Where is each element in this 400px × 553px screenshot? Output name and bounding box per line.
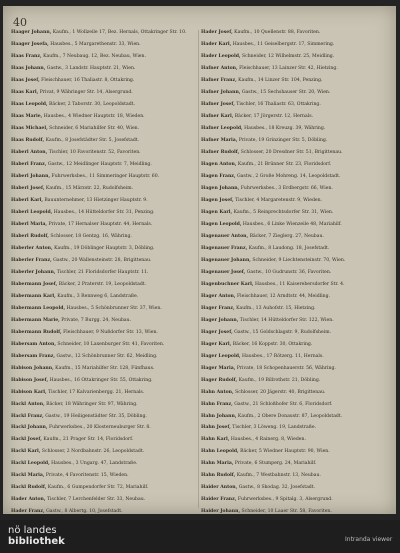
directory-entry [11, 174, 196, 185]
entry-name: Hackl Anton, [11, 401, 45, 407]
entry-name: Haas Marie, [11, 113, 43, 119]
entry-text: Tischler, 17 Kalvarienbergg. 21, Hernals. [48, 389, 145, 395]
entry-text: Hausbes., 18 Kreuzg. 39, Währing. [244, 125, 326, 131]
entry-text: Kaufm., 19 Döblinger Hauptstr. 3, Döbling. [54, 245, 155, 251]
directory-entry [11, 449, 196, 460]
directory-entry [201, 186, 386, 197]
entry-text: Fleischhauer, 16 Thaliastr. 8, Ottakring. [41, 77, 135, 83]
directory-entry [11, 222, 196, 233]
entry-name: Haas Michael, [11, 125, 48, 131]
entry-name: Hader Karl, [201, 41, 232, 47]
entry-text: Hausbes., 3 Ungarg. 47, Landstraße. [51, 461, 138, 467]
directory-entry [201, 210, 386, 221]
entry-name: Hagen Anton, [201, 161, 237, 167]
entry-name: Haas Josef, [11, 77, 40, 83]
directory-entry [201, 473, 386, 484]
directory-entry [11, 126, 196, 137]
entry-text: Gastw., 12 Schönbrunner Str. 62, Meidling. [56, 353, 158, 359]
entry-name: Hahn Johann, [201, 413, 237, 419]
directory-entry [201, 234, 386, 245]
directory-entry [11, 258, 196, 269]
directory-entry [201, 270, 386, 281]
entry-name: Hahn Leopold, [201, 449, 239, 455]
directory-entry [11, 282, 196, 293]
entry-name: Haberl Leopold, [11, 209, 53, 215]
entry-text: Tischler, 10 Favoritenstr. 52, Favoriten. [48, 149, 141, 155]
viewer-label: Intranda viewer [345, 536, 393, 543]
page-number: 40 [13, 16, 27, 29]
entry-text: Hausbes., 6 Linke Wienzeile 48, Mariahilf. [242, 221, 342, 227]
entry-text: Kaufm., 7 Westbahnstr. 13, Neubau. [236, 473, 321, 479]
entry-text: Gastw., 20 Wallensteinstr. 28, Brigittenau. [53, 257, 152, 263]
entry-name: Hackl Maria, [11, 473, 45, 479]
directory-entry [201, 246, 386, 257]
directory-entry [201, 342, 386, 353]
directory-entry [11, 318, 196, 329]
directory-entry [11, 414, 196, 425]
directory-entry [201, 222, 386, 233]
entry-name: Hahn Anton, [201, 389, 234, 395]
entry-text: Hausbes., 5 Margarethenstr. 33, Wien. [50, 41, 141, 47]
entry-text: Hausbes., 5 Schönbrunner Str. 37, Wien. [66, 305, 162, 311]
entry-name: Hader Leopold, [201, 53, 241, 59]
directory-entry [201, 306, 386, 317]
directory-entry [11, 54, 196, 65]
directory-entry [201, 330, 386, 341]
directory-entry [201, 162, 386, 173]
directory-entry [201, 138, 386, 149]
entry-text: Fleischhauer, 9 Nußdorfer Str. 13, Wien. [63, 329, 158, 335]
entry-text: Kaufm., 13 Auhofstr. 15, Hietzing. [236, 305, 316, 311]
entry-name: Hafner Franz, [201, 77, 237, 83]
entry-name: Hahn Josef, [201, 425, 231, 431]
entry-text: Gastw., 15 Goldschlagstr. 9, Rudolfsheim. [234, 329, 332, 335]
entry-name: Haberl Josef, [11, 185, 45, 191]
entry-name: Hahn Karl, [201, 437, 230, 443]
directory-entry [201, 318, 386, 329]
entry-text: Schlosser, 18 Gentzg. 16, Währing. [50, 233, 132, 239]
entry-text: Gastw., 8 Skodag. 32, Josefstadt. [238, 485, 316, 491]
directory-entry [11, 162, 196, 173]
directory-entry [201, 174, 386, 185]
directory-entry [11, 294, 196, 305]
entry-text: Kaufm., 6 Gumpendorfer Str. 72, Mariahilf. [47, 485, 149, 491]
entry-name: Habermann Rudolf, [11, 329, 62, 335]
entry-text: Kaufm., 14 Linzer Str. 104, Penzing. [238, 77, 323, 83]
directory-entry [11, 102, 196, 113]
entry-text: Hausbes., 11 Geiselbergstr. 17, Simmering. [232, 41, 335, 47]
entry-text: Gastw., 21 Schloßhofer Str. 6, Floridsdorf. [234, 401, 333, 407]
entry-text: Gastw., 19 Heiligenstädter Str. 35, Döbling. [45, 413, 147, 419]
right-column [201, 30, 386, 533]
entry-text: Kaufm., 15 Märzstr. 22, Rudolfsheim. [45, 185, 134, 191]
entry-name: Hager Leopold, [201, 353, 241, 359]
directory-entry [11, 330, 196, 341]
entry-name: Haas Rudolf, [11, 137, 45, 143]
directory-entry [11, 138, 196, 149]
entry-text: Fuhrwerksbes., 3 Erdbergstr. 66, Wien. [240, 185, 333, 191]
directory-entry [201, 114, 386, 125]
entry-text: Bäcker, 7 Zieglerg. 27, Neubau. [249, 233, 324, 239]
document-page [3, 6, 396, 514]
directory-entry [11, 246, 196, 257]
entry-text: Bäcker, 16 Koppstr. 30, Ottakring. [232, 341, 313, 347]
directory-entry [11, 66, 196, 77]
entry-name: Hahn Maria, [201, 461, 234, 467]
entry-text: Kaufm., 15 Mariahilfer Str. 128, Fünfhaus. [55, 365, 155, 371]
entry-name: Hackl Josef, [11, 437, 42, 443]
entry-name: Hager Rudolf, [201, 377, 238, 383]
directory-entry [11, 485, 196, 496]
directory-entry [201, 378, 386, 389]
entry-text: Gastw., 8 Albertg. 10, Josefstadt. [46, 509, 123, 515]
entry-name: Hahn Rudolf, [201, 473, 236, 479]
entry-name: Hagenauer Anton, [201, 233, 249, 239]
entry-text: Bäcker, 2 Taborstr. 30, Leopoldstadt. [49, 101, 135, 107]
directory-entry [201, 402, 386, 413]
entry-name: Hager Johann, [201, 317, 239, 323]
entry-text: Gastw., 12 Meidlinger Hauptstr. 7, Meidling. [47, 161, 152, 167]
entry-text: Private, 17 Hernalser Hauptstr. 44, Hernals. [48, 221, 153, 227]
directory-entry [11, 150, 196, 161]
directory-entry [201, 414, 386, 425]
entry-name: Haas Johann, [11, 65, 46, 71]
entry-text: Hausbes., 17 Rötzerg. 11, Hernals. [242, 353, 324, 359]
entry-text: Bäcker, 5 Wiedner Hauptstr. 90, Wien. [240, 449, 330, 455]
entry-name: Hahn Franz, [201, 401, 233, 407]
entry-name: Habersam Franz, [11, 353, 56, 359]
entry-name: Haberl Anton, [11, 149, 48, 155]
entry-name: Hader Josef, [201, 30, 233, 35]
entry-name: Habison Johann, [11, 365, 54, 371]
directory-entry [11, 473, 196, 484]
entry-text: Kaufm., 21 Brünner Str. 23, Floridsdorf. [237, 161, 332, 167]
entry-text: Fleischhauer, 12 Arndtstr. 44, Meidling. [236, 293, 330, 299]
entry-name: Hader Franz, [11, 509, 45, 515]
column-divider [198, 30, 199, 508]
directory-entry [201, 282, 386, 293]
directory-entry [11, 342, 196, 353]
entry-text: Schneider, 6 Mariahilfer Str. 40, Wien. [49, 125, 140, 131]
directory-entry [201, 366, 386, 377]
entry-name: Habersam Anton, [11, 341, 56, 347]
directory-entry [11, 78, 196, 89]
entry-text: Fuhrwerksbes., 20 Klosterneuburger Str. 8. [48, 425, 151, 431]
entry-name: Hafner Rudolf, [201, 149, 240, 155]
directory-entry [201, 198, 386, 209]
directory-entry [201, 294, 386, 305]
directory-entry [201, 497, 386, 508]
entry-text: Schneider, 9 Liechtensteinstr. 70, Wien. [252, 257, 346, 263]
entry-name: Haberl Johann, [11, 173, 51, 179]
logo-line-2: bibliothek [8, 536, 65, 547]
entry-name: Habison Karl, [11, 389, 47, 395]
entry-name: Haider Anton, [201, 485, 238, 491]
entry-text: Hausbes., 4 Rainerg. 8, Wieden. [230, 437, 306, 443]
entry-name: Hafner Maria, [201, 137, 238, 143]
directory-entry [11, 366, 196, 377]
entry-name: Hader Anton, [11, 497, 46, 503]
entry-name: Habison Josef, [11, 377, 49, 383]
entry-name: Hagenauer Josef, [201, 269, 246, 275]
entry-text: Kaufm., 10 Quellenstr. 88, Favoriten. [234, 30, 321, 35]
directory-entry [11, 390, 196, 401]
entry-text: Gastw., 15 Sechshauser Str. 20, Wien. [241, 89, 331, 95]
entry-text: Private, 4 Favoritenstr. 15, Wieden. [45, 473, 129, 479]
entry-text: Hausbes., 4 Wiedner Hauptstr. 18, Wieden. [43, 113, 145, 119]
entry-text: Kaufm., 8 Josefstädter Str. 5, Josefstadt. [45, 137, 140, 143]
directory-entry [201, 66, 386, 77]
entry-name: Haas Karl, [11, 89, 39, 95]
entry-name: Hagen Leopold, [201, 221, 242, 227]
entry-text: Tischler, 16 Thaliastr. 63, Ottakring. [236, 101, 321, 107]
entry-text: Schneider, 10 Laaer Str. 58, Favoriten. [241, 509, 332, 515]
entry-name: Haberl Karl, [11, 197, 43, 203]
entry-text: Tischler, 21 Floridsdorfer Hauptstr. 11. [56, 269, 149, 275]
entry-name: Hackl Karl, [11, 449, 41, 455]
directory-entry [11, 186, 196, 197]
entry-text: Hausbes., 11 Kaiserebersdorfer Str. 4. [254, 281, 345, 287]
directory-entry [201, 425, 386, 436]
entry-text: Fuhrwerksbes., 9 Spitalg. 3, Alsergrund. [237, 497, 333, 503]
entry-name: Haberl Maria, [11, 221, 48, 227]
directory-entry [11, 402, 196, 413]
entry-name: Hagenauer Johann, [201, 257, 251, 263]
entry-name: Hagen Franz, [201, 173, 236, 179]
directory-entry [11, 425, 196, 436]
entry-text: Fleischhauer, 13 Lainzer Str. 42, Hietzing. [239, 65, 338, 71]
entry-text: Fuhrwerksbes., 11 Simmeringer Hauptstr. 60. [51, 173, 160, 179]
entry-text: Hausbes., 14 Hütteldorfer Str. 31, Penzing. [53, 209, 155, 215]
directory-entry [201, 90, 386, 101]
entry-text: Gastw., 3 Landstr. Hauptstr. 21, Wien. [46, 65, 136, 71]
entry-text: Kaufm., 7 Neubaug. 12, Bez. Neubau, Wien. [43, 53, 146, 59]
entry-name: Hafner Karl, [201, 113, 234, 119]
directory-entry [11, 437, 196, 448]
entry-name: Hafner Leopold, [201, 125, 243, 131]
entry-text: Schlosser, 2 Nordbahnstr. 26, Leopoldstadt. [41, 449, 145, 455]
entry-name: Hager Maria, [201, 365, 236, 371]
entry-name: Haberler Franz, [11, 257, 52, 263]
directory-entry [11, 354, 196, 365]
directory-entry [201, 449, 386, 460]
directory-entry [201, 150, 386, 161]
entry-text: Private, 19 Grinzinger Str. 5, Döbling. [238, 137, 328, 143]
entry-text: Schlosser, 20 Dresdner Str. 51, Brigittenau. [240, 149, 343, 155]
entry-name: Hackl Johann, [11, 425, 48, 431]
entry-name: Haas Leopold, [11, 101, 48, 107]
directory-entry [201, 42, 386, 53]
entry-name: Haberl Rudolf, [11, 233, 49, 239]
entry-text: Schlosser, 20 Jägerstr. 40, Brigittenau. [235, 389, 326, 395]
directory-entry [11, 461, 196, 472]
directory-entry [201, 390, 386, 401]
entry-text: Bauunternehmer, 13 Hietzinger Hauptstr. 9. [44, 197, 148, 203]
entry-text: Tischler, 4 Margaretenstr. 9, Wieden. [235, 197, 323, 203]
entry-name: Hager Franz, [201, 305, 235, 311]
directory-entry [11, 306, 196, 317]
entry-name: Haager Josefa, [11, 41, 49, 47]
entry-text: Kaufm., 3 Rennweg 6, Landstraße. [57, 293, 139, 299]
entry-name: Hagenbuchner Karl, [201, 281, 254, 287]
entry-text: Schneider, 12 Wilhelmstr. 25, Meidling. [242, 53, 335, 59]
entry-name: Haberler Anton, [11, 245, 53, 251]
entry-name: Hackl Leopold, [11, 461, 50, 467]
directory-entry [201, 485, 386, 496]
entry-text: Private, 7 Burgg. 24, Neubau. [61, 317, 132, 323]
directory-entry [11, 378, 196, 389]
entry-text: Tischler, 3 Löweng. 19, Landstraße. [232, 425, 317, 431]
entry-text: Private, 18 Schopenhauerstr. 56, Währing. [236, 365, 336, 371]
directory-entry [11, 42, 196, 53]
left-column [11, 30, 196, 533]
entry-text: Gastw., 10 Gudrunstr. 36, Favoriten. [246, 269, 332, 275]
entry-text: Bäcker, 17 Jörgerstr. 12, Hernals. [234, 113, 314, 119]
entry-name: Hafner Anton, [201, 65, 238, 71]
entry-name: Hager Anton, [201, 293, 236, 299]
entry-name: Haas Franz, [11, 53, 42, 59]
entry-name: Hackl Franz, [11, 413, 44, 419]
entry-text: Tischler, 7 Lerchenfelder Str. 33, Neubau. [46, 497, 146, 503]
directory-entry [201, 461, 386, 472]
entry-name: Hagen Johann, [201, 185, 240, 191]
entry-text: Kaufm., 1 Wollzeile 17, Bez. Hernals, Ottakringer Str. 10. [52, 30, 187, 35]
directory-entry [201, 437, 386, 448]
entry-text: Kaufm., 2 Obere Donaustr. 87, Leopoldstadt. [237, 413, 343, 419]
entry-name: Hafner Johann, [201, 89, 241, 95]
entry-name: Habermann Leopold, [11, 305, 66, 311]
entry-text: Kaufm., 5 Reinprechtsdorfer Str. 31, Wien. [233, 209, 334, 215]
entry-name: Hagenauer Franz, [201, 245, 248, 251]
entry-name: Hagen Karl, [201, 209, 233, 215]
entry-name: Hager Josef, [201, 329, 233, 335]
entry-name: Hager Karl, [201, 341, 232, 347]
entry-text: Bäcker, 18 Währinger Str. 97, Währing. [46, 401, 138, 407]
entry-text: Gastw., 2 Große Mohreng. 14, Leopoldstadt. [237, 173, 341, 179]
entry-name: Haberler Johann, [11, 269, 56, 275]
directory-entry [11, 234, 196, 245]
entry-text: Privat, 9 Währinger Str. 14, Alsergrund. [39, 89, 133, 95]
entry-text: Kaufm., 19 Billrothstr. 21, Döbling. [238, 377, 321, 383]
directory-entry [11, 114, 196, 125]
directory-entry [201, 126, 386, 137]
entry-text: Bäcker, 2 Praterstr. 19, Leopoldstadt. [58, 281, 147, 287]
directory-entry [201, 354, 386, 365]
directory-entry [11, 198, 196, 209]
library-logo[interactable] [8, 525, 65, 547]
logo-line-1: nö landes [8, 525, 57, 536]
directory-entry [11, 30, 196, 41]
directory-entry [201, 258, 386, 269]
entry-name: Haberl Franz, [11, 161, 47, 167]
entry-text: Tischler, 14 Hütteldorfer Str. 122, Wien. [239, 317, 334, 323]
directory-entry [201, 30, 386, 41]
entry-name: Haider Franz, [201, 497, 237, 503]
entry-name: Hafner Josef, [201, 101, 235, 107]
entry-text: Kaufm., 8 Laudong. 18, Josefstadt. [248, 245, 330, 251]
entry-name: Habermann Josef, [11, 281, 58, 287]
directory-entry [11, 497, 196, 508]
entry-text: Kaufm., 21 Prager Str. 14, Floridsdorf. [43, 437, 134, 443]
entry-name: Hagen Josef, [201, 197, 234, 203]
entry-name: Hackl Rudolf, [11, 485, 47, 491]
directory-entry [201, 102, 386, 113]
entry-name: Haager Johann, [11, 30, 52, 35]
directory-entry [201, 54, 386, 65]
directory-entry [11, 270, 196, 281]
entry-text: Private, 6 Stumperg. 24, Mariahilf. [234, 461, 317, 467]
entry-name: Habermann Marie, [11, 317, 60, 323]
directory-entry [201, 78, 386, 89]
entry-text: Schneider, 10 Laxenburger Str. 41, Favoriten. [57, 341, 165, 347]
directory-entry [11, 210, 196, 221]
entry-name: Haider Johann, [201, 509, 241, 515]
directory-entry [11, 90, 196, 101]
entry-name: Habermann Karl, [11, 293, 56, 299]
entry-text: Hausbes., 16 Ottakringer Str. 55, Ottakring. [49, 377, 153, 383]
